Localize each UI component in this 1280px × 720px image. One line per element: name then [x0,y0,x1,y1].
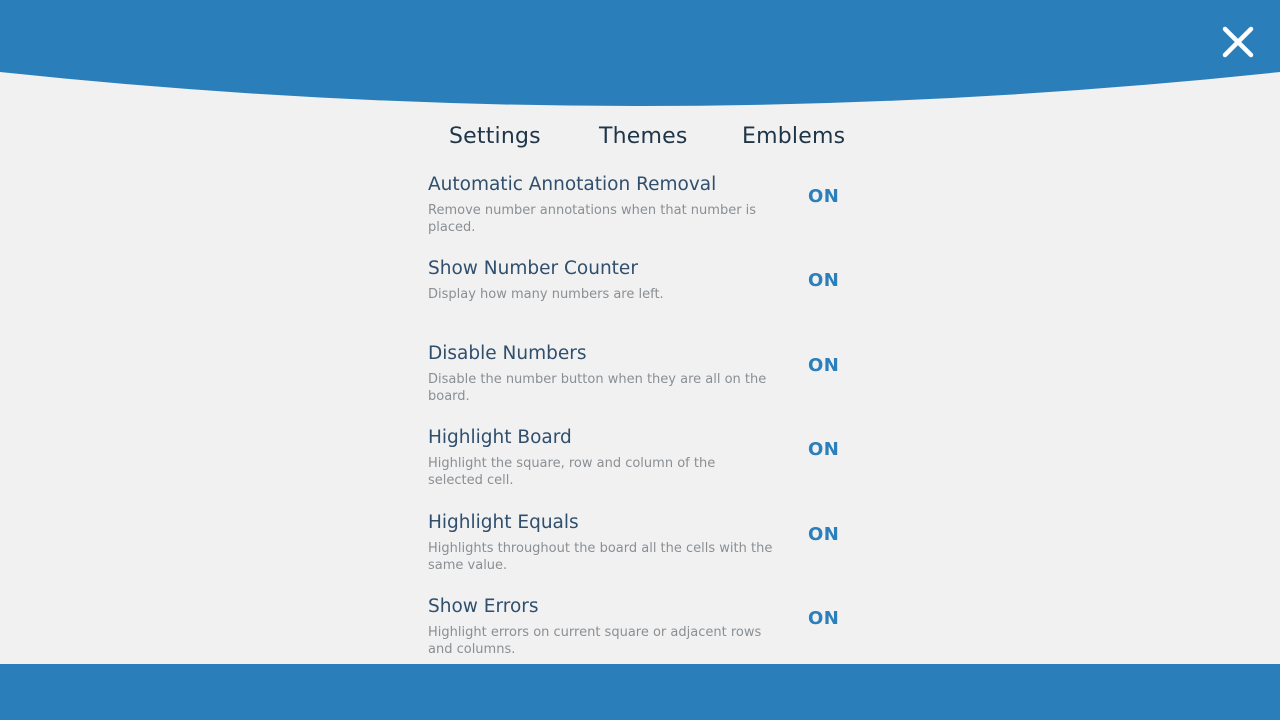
setting-description: Display how many numbers are left. [428,287,664,303]
toggle-show-errors[interactable]: ON [808,607,840,629]
toggle-highlight-board[interactable]: ON [808,439,840,461]
setting-row-disable-numbers [428,341,848,425]
settings-list [428,172,848,678]
footer-bar [0,664,1280,720]
setting-row-automatic-annotation-removal [428,172,848,256]
setting-row-highlight-equals [428,510,848,594]
tab-bar [0,124,1280,158]
setting-title: Show Number Counter [428,258,638,280]
setting-description: Highlights throughout the board all the cells with the same value. [428,540,773,573]
header-banner [0,0,1280,110]
setting-title: Show Errors [428,595,539,617]
toggle-disable-numbers[interactable]: ON [808,354,840,376]
toggle-show-number-counter[interactable]: ON [808,270,840,292]
setting-title: Highlight Board [428,427,572,449]
setting-row-highlight-board [428,425,848,509]
setting-description: Disable the number button when they are all on the board. [428,371,767,404]
close-button[interactable] [1214,18,1262,66]
setting-description: Highlight the square, row and column of the selected cell. [428,456,716,489]
setting-title: Automatic Annotation Removal [428,174,717,195]
setting-title: Disable Numbers [428,342,587,364]
tab-settings[interactable]: Settings [449,124,541,149]
tab-themes[interactable]: Themes [599,124,688,149]
close-icon [1214,18,1262,66]
tab-emblems[interactable]: Emblems [742,124,846,149]
setting-description: Highlight errors on current square or adjacent rows and columns. [428,624,762,657]
setting-title: Highlight Equals [428,511,579,533]
setting-row-show-number-counter [428,256,848,340]
setting-description: Remove number annotations when that number is placed. [428,203,757,235]
toggle-highlight-equals[interactable]: ON [808,523,840,545]
toggle-automatic-annotation-removal[interactable]: ON [808,186,840,207]
